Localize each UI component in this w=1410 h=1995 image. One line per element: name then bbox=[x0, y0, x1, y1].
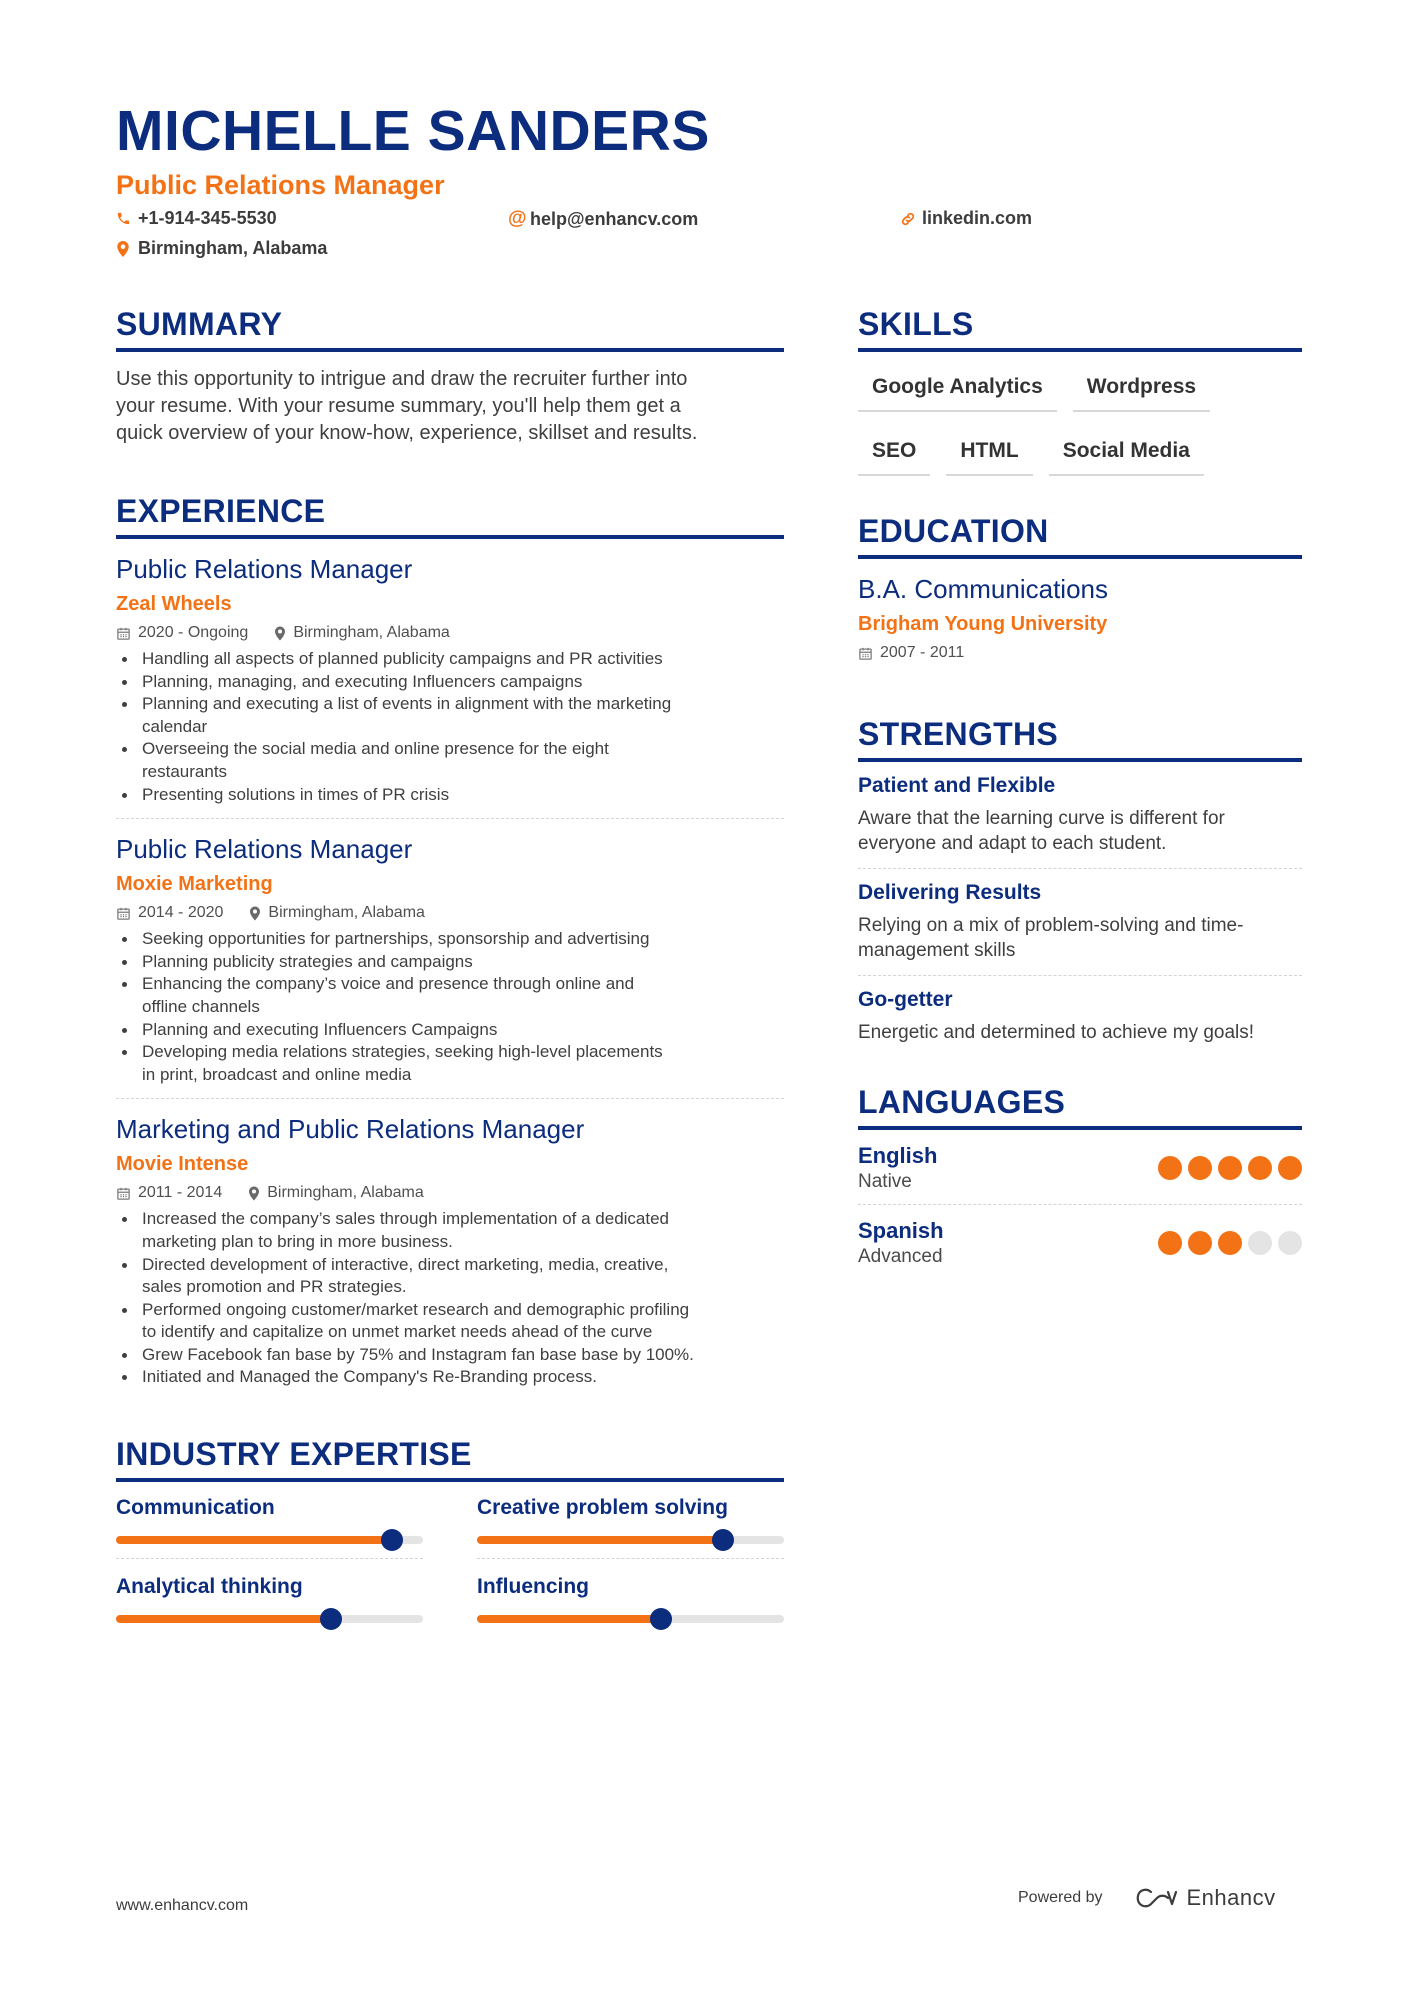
skills-list bbox=[858, 366, 1302, 494]
job-entry bbox=[116, 553, 784, 819]
job-bullet bbox=[116, 1041, 784, 1086]
job-bullet-line: Presenting solutions in times of PR crisis bbox=[142, 784, 450, 804]
strength-desc-line: Energetic and determined to achieve my goals! bbox=[858, 1022, 1255, 1043]
strength-item bbox=[858, 762, 1302, 869]
strength-item bbox=[858, 869, 1302, 976]
job-bullet bbox=[116, 1208, 784, 1253]
location-pin-icon bbox=[249, 906, 261, 921]
job-bullet bbox=[116, 1344, 784, 1367]
right-column bbox=[858, 305, 1302, 1279]
job-location: Birmingham, Alabama bbox=[267, 1184, 424, 1202]
contact-location bbox=[116, 238, 327, 259]
expertise-label: Influencing bbox=[477, 1575, 589, 1599]
job-title: Public Relations Manager bbox=[116, 554, 413, 584]
location-pin-icon bbox=[116, 241, 138, 257]
job-bullet-line: Initiated and Managed the Company's Re-Branding process. bbox=[142, 1367, 597, 1387]
language-name: English bbox=[858, 1143, 938, 1168]
rating-dot bbox=[1248, 1231, 1272, 1255]
job-company: Moxie Marketing bbox=[116, 873, 273, 896]
calendar-icon bbox=[116, 1186, 131, 1201]
strength-desc-line: management skills bbox=[858, 940, 1016, 961]
job-location-item bbox=[274, 623, 450, 643]
job-bullet bbox=[116, 693, 784, 738]
job-title: Marketing and Public Relations Manager bbox=[116, 1114, 585, 1145]
job-bullet-line: Enhancing the company’s voice and presence through online and bbox=[142, 974, 635, 994]
enhancv-logo-icon bbox=[1131, 1886, 1177, 1910]
strength-title: Delivering Results bbox=[858, 881, 1042, 904]
calendar-icon bbox=[858, 646, 873, 661]
language-info bbox=[858, 1142, 937, 1194]
job-bullet-line: Grew Facebook fan base by 75% and Instagram fan base base by 100%. bbox=[142, 1344, 694, 1364]
expertise-bar bbox=[477, 1536, 784, 1544]
brand-name: Enhancv bbox=[1186, 1885, 1276, 1910]
rating-dot bbox=[1158, 1231, 1182, 1255]
rating-dot bbox=[1278, 1231, 1302, 1255]
expertise-bar-fill bbox=[477, 1615, 661, 1623]
location-pin-icon bbox=[274, 626, 286, 641]
expertise-label: Creative problem solving bbox=[477, 1496, 728, 1520]
contact-phone-text: +1-914-345-5530 bbox=[138, 208, 277, 228]
skill-tag: Wordpress bbox=[1073, 366, 1210, 412]
expertise-grid bbox=[116, 1494, 784, 1637]
job-meta bbox=[116, 903, 784, 923]
strength-desc bbox=[858, 806, 1302, 856]
footer-website[interactable]: www.enhancv.com bbox=[116, 1897, 249, 1914]
job-bullets bbox=[116, 648, 784, 806]
job-dates-item bbox=[116, 903, 223, 923]
experience-section bbox=[116, 492, 784, 1401]
experience-heading: EXPERIENCE bbox=[116, 492, 784, 539]
job-bullet bbox=[116, 1299, 784, 1344]
location-pin-icon bbox=[248, 1186, 260, 1201]
expertise-item bbox=[116, 1494, 423, 1559]
job-bullet-line: Directed development of interactive, direct marketing, media, creative, bbox=[142, 1254, 669, 1274]
strength-item bbox=[858, 976, 1302, 1057]
strength-desc-line: everyone and adapt to each student. bbox=[858, 833, 1167, 854]
job-bullet bbox=[116, 928, 784, 951]
rating-dot bbox=[1158, 1156, 1182, 1180]
expertise-item bbox=[477, 1494, 784, 1559]
education-heading: EDUCATION bbox=[858, 512, 1302, 559]
job-bullet-line: Planning and executing a list of events in alignment with the marketing bbox=[142, 694, 672, 714]
strength-desc bbox=[858, 913, 1302, 963]
job-bullet bbox=[116, 951, 784, 974]
education-degree: B.A. Communications bbox=[858, 574, 1108, 604]
language-info bbox=[858, 1217, 944, 1269]
rating-dot bbox=[1278, 1156, 1302, 1180]
job-bullet bbox=[116, 648, 784, 671]
job-entry bbox=[116, 833, 784, 1099]
job-bullet-line: Planning, managing, and executing Influencers campaigns bbox=[142, 671, 583, 691]
job-bullet bbox=[116, 1019, 784, 1042]
job-bullets bbox=[116, 928, 784, 1086]
language-rating bbox=[1152, 1156, 1302, 1180]
strength-title: Patient and Flexible bbox=[858, 774, 1056, 797]
job-bullets bbox=[116, 1208, 784, 1389]
contact-email-text: help@enhancv.com bbox=[530, 208, 699, 229]
job-company: Zeal Wheels bbox=[116, 593, 232, 615]
education-school: Brigham Young University bbox=[858, 613, 1108, 635]
expertise-bar bbox=[116, 1615, 423, 1623]
expertise-bar-knob bbox=[381, 1529, 403, 1551]
job-dates: 2011 - 2014 bbox=[138, 1184, 223, 1202]
strength-desc bbox=[858, 1020, 1302, 1045]
education-meta bbox=[858, 643, 1302, 663]
skill-tag: SEO bbox=[858, 430, 930, 476]
language-name: Spanish bbox=[858, 1218, 944, 1243]
expertise-item bbox=[116, 1573, 423, 1637]
strengths-list bbox=[858, 762, 1302, 1057]
rating-dot bbox=[1248, 1156, 1272, 1180]
job-bullet-line: offline channels bbox=[142, 996, 260, 1016]
job-dates-item bbox=[116, 1183, 222, 1203]
skills-heading: SKILLS bbox=[858, 305, 1302, 352]
summary-section bbox=[116, 305, 784, 447]
job-list bbox=[116, 553, 784, 1401]
job-location-item bbox=[249, 903, 425, 923]
rating-dot bbox=[1218, 1156, 1242, 1180]
job-entry bbox=[116, 1113, 784, 1401]
expertise-bar-knob bbox=[712, 1529, 734, 1551]
job-bullet bbox=[116, 784, 784, 807]
job-bullet bbox=[116, 1254, 784, 1299]
job-dates: 2020 - Ongoing bbox=[138, 624, 249, 641]
job-meta bbox=[116, 1183, 784, 1203]
expertise-label: Analytical thinking bbox=[116, 1575, 303, 1599]
summary-text bbox=[116, 366, 784, 447]
job-bullet-line: Seeking opportunities for partnerships, sponsorship and advertising bbox=[142, 929, 650, 949]
contact-email[interactable] bbox=[508, 208, 698, 230]
job-meta bbox=[116, 623, 784, 643]
contact-website[interactable] bbox=[900, 208, 1032, 229]
contact-location-text: Birmingham, Alabama bbox=[138, 238, 328, 258]
job-bullet-line: in print, broadcast and online media bbox=[142, 1064, 412, 1084]
summary-line: your resume. With your resume summary, you'll help them get a bbox=[116, 395, 681, 417]
skills-section bbox=[858, 305, 1302, 494]
powered-by-text: Powered by bbox=[1018, 1889, 1103, 1906]
contact-website-text: linkedin.com bbox=[922, 208, 1033, 228]
job-bullet-line: Handling all aspects of planned publicity campaigns and PR activities bbox=[142, 649, 663, 668]
candidate-role: Public Relations Manager bbox=[116, 170, 445, 200]
job-bullet-line: Planning publicity strategies and campaigns bbox=[142, 951, 473, 971]
expertise-heading: INDUSTRY EXPERTISE bbox=[116, 1435, 784, 1482]
job-location: Birmingham, Alabama bbox=[293, 624, 450, 641]
language-rating bbox=[1152, 1231, 1302, 1255]
footer-powered-by[interactable] bbox=[1018, 1885, 1276, 1911]
job-dates-item bbox=[116, 623, 248, 643]
expertise-bar-knob bbox=[650, 1608, 672, 1630]
candidate-name: MICHELLE SANDERS bbox=[116, 99, 710, 163]
language-level: Native bbox=[858, 1171, 912, 1192]
rating-dot bbox=[1218, 1231, 1242, 1255]
job-bullet-line: calendar bbox=[142, 716, 208, 736]
at-icon: @ bbox=[508, 208, 527, 229]
rating-dot bbox=[1188, 1156, 1212, 1180]
job-company: Movie Intense bbox=[116, 1153, 249, 1176]
job-bullet-line: Performed ongoing customer/market research and demographic profiling bbox=[142, 1299, 690, 1319]
expertise-item bbox=[477, 1573, 784, 1637]
left-column bbox=[116, 305, 784, 1637]
expertise-bar bbox=[477, 1615, 784, 1623]
strength-title: Go-getter bbox=[858, 988, 953, 1011]
skill-tag: HTML bbox=[946, 430, 1032, 476]
language-item bbox=[858, 1130, 1302, 1205]
expertise-label: Communication bbox=[116, 1496, 275, 1520]
education-dates: 2007 - 2011 bbox=[880, 644, 965, 661]
link-icon bbox=[900, 211, 922, 227]
job-location: Birmingham, Alabama bbox=[268, 904, 425, 922]
job-dates: 2014 - 2020 bbox=[138, 904, 224, 922]
expertise-bar-knob bbox=[320, 1608, 342, 1630]
language-item bbox=[858, 1205, 1302, 1279]
strengths-heading: STRENGTHS bbox=[858, 715, 1302, 762]
strengths-section bbox=[858, 715, 1302, 1057]
phone-icon bbox=[116, 211, 138, 226]
job-bullet-line: sales promotion and PR strategies. bbox=[142, 1277, 407, 1297]
languages-section bbox=[858, 1083, 1302, 1279]
job-bullet-line: marketing plan to bring in more business. bbox=[142, 1231, 453, 1251]
rating-dot bbox=[1188, 1231, 1212, 1255]
strength-desc-line: Relying on a mix of problem-solving and time- bbox=[858, 915, 1244, 936]
expertise-bar-fill bbox=[116, 1615, 331, 1623]
expertise-section bbox=[116, 1435, 784, 1637]
job-bullet-line: Planning and executing Influencers Campaigns bbox=[142, 1019, 498, 1039]
calendar-icon bbox=[116, 906, 131, 921]
calendar-icon bbox=[116, 626, 131, 641]
skill-tag: Google Analytics bbox=[858, 366, 1057, 412]
expertise-bar bbox=[116, 1536, 423, 1544]
job-bullet-line: to identify and capitalize on unmet market needs ahead of the curve bbox=[142, 1322, 653, 1342]
job-bullet-line: Overseeing the social media and online presence for the eight bbox=[142, 739, 609, 759]
job-bullet bbox=[116, 973, 784, 1018]
skill-tag: Social Media bbox=[1049, 430, 1204, 476]
education-section bbox=[858, 512, 1302, 663]
job-bullet bbox=[116, 1366, 784, 1389]
job-bullet-line: Increased the company’s sales through implementation of a dedicated bbox=[142, 1209, 670, 1229]
summary-line: Use this opportunity to intrigue and draw the recruiter further into bbox=[116, 368, 688, 390]
summary-line: quick overview of your know-how, experience, skillset and results. bbox=[116, 422, 698, 444]
job-bullet bbox=[116, 738, 784, 783]
languages-heading: LANGUAGES bbox=[858, 1083, 1302, 1130]
expertise-bar-fill bbox=[116, 1536, 392, 1544]
job-title: Public Relations Manager bbox=[116, 834, 413, 865]
language-level: Advanced bbox=[858, 1246, 943, 1267]
expertise-bar-fill bbox=[477, 1536, 723, 1544]
languages-list bbox=[858, 1130, 1302, 1279]
job-bullet-line: Developing media relations strategies, seeking high-level placements bbox=[142, 1042, 663, 1062]
job-bullet bbox=[116, 671, 784, 694]
strength-desc-line: Aware that the learning curve is different for bbox=[858, 808, 1225, 829]
contact-phone[interactable] bbox=[116, 208, 277, 229]
resume-header bbox=[116, 98, 1306, 202]
job-location-item bbox=[248, 1183, 424, 1203]
job-bullet-line: restaurants bbox=[142, 761, 228, 781]
summary-heading: SUMMARY bbox=[116, 305, 784, 352]
